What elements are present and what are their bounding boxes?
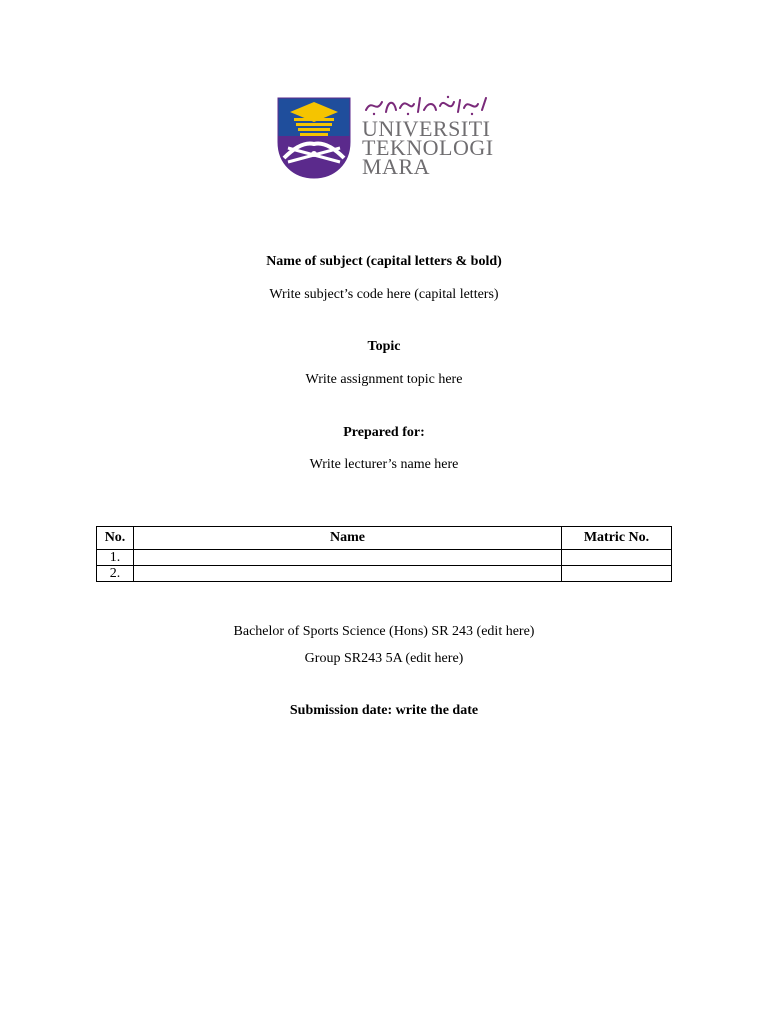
topic-value: Write assignment topic here bbox=[305, 372, 463, 387]
row-number: 1. bbox=[97, 550, 134, 566]
jawi-script-logo bbox=[362, 94, 490, 116]
matric-no-cell[interactable] bbox=[562, 550, 672, 566]
table-header-row bbox=[97, 527, 672, 550]
header-matric-no: Matric No. bbox=[562, 527, 672, 550]
row-number: 2. bbox=[97, 566, 134, 582]
subject-code: Write subject’s code here (capital letters) bbox=[269, 287, 499, 302]
member-name-cell[interactable] bbox=[134, 566, 562, 582]
header-no: No. bbox=[97, 527, 134, 550]
submission-date: Submission date: write the date bbox=[289, 703, 479, 718]
table-row bbox=[97, 550, 672, 566]
logo-wordmark-line3: MARA bbox=[362, 154, 431, 179]
member-name-cell[interactable] bbox=[134, 550, 562, 566]
prepared-for-heading: Prepared for: bbox=[343, 425, 425, 440]
logo-wordmark-line2: TEKNOLOGI bbox=[362, 135, 494, 160]
programme-name: Bachelor of Sports Science (Hons) SR 243 (edit here) bbox=[233, 624, 535, 639]
lecturer-name: Write lecturer’s name here bbox=[309, 457, 459, 472]
university-logo bbox=[276, 92, 494, 184]
table-row bbox=[97, 566, 672, 582]
members-table bbox=[96, 526, 672, 582]
matric-no-cell[interactable] bbox=[562, 566, 672, 582]
logo-wordmark-line1: UNIVERSITI bbox=[362, 116, 491, 141]
university-crest-icon bbox=[276, 96, 352, 180]
header-name: Name bbox=[134, 527, 562, 550]
subject-name: Name of subject (capital letters & bold) bbox=[266, 254, 502, 269]
group-name: Group SR243 5A (edit here) bbox=[304, 651, 464, 666]
topic-heading: Topic bbox=[367, 339, 401, 354]
